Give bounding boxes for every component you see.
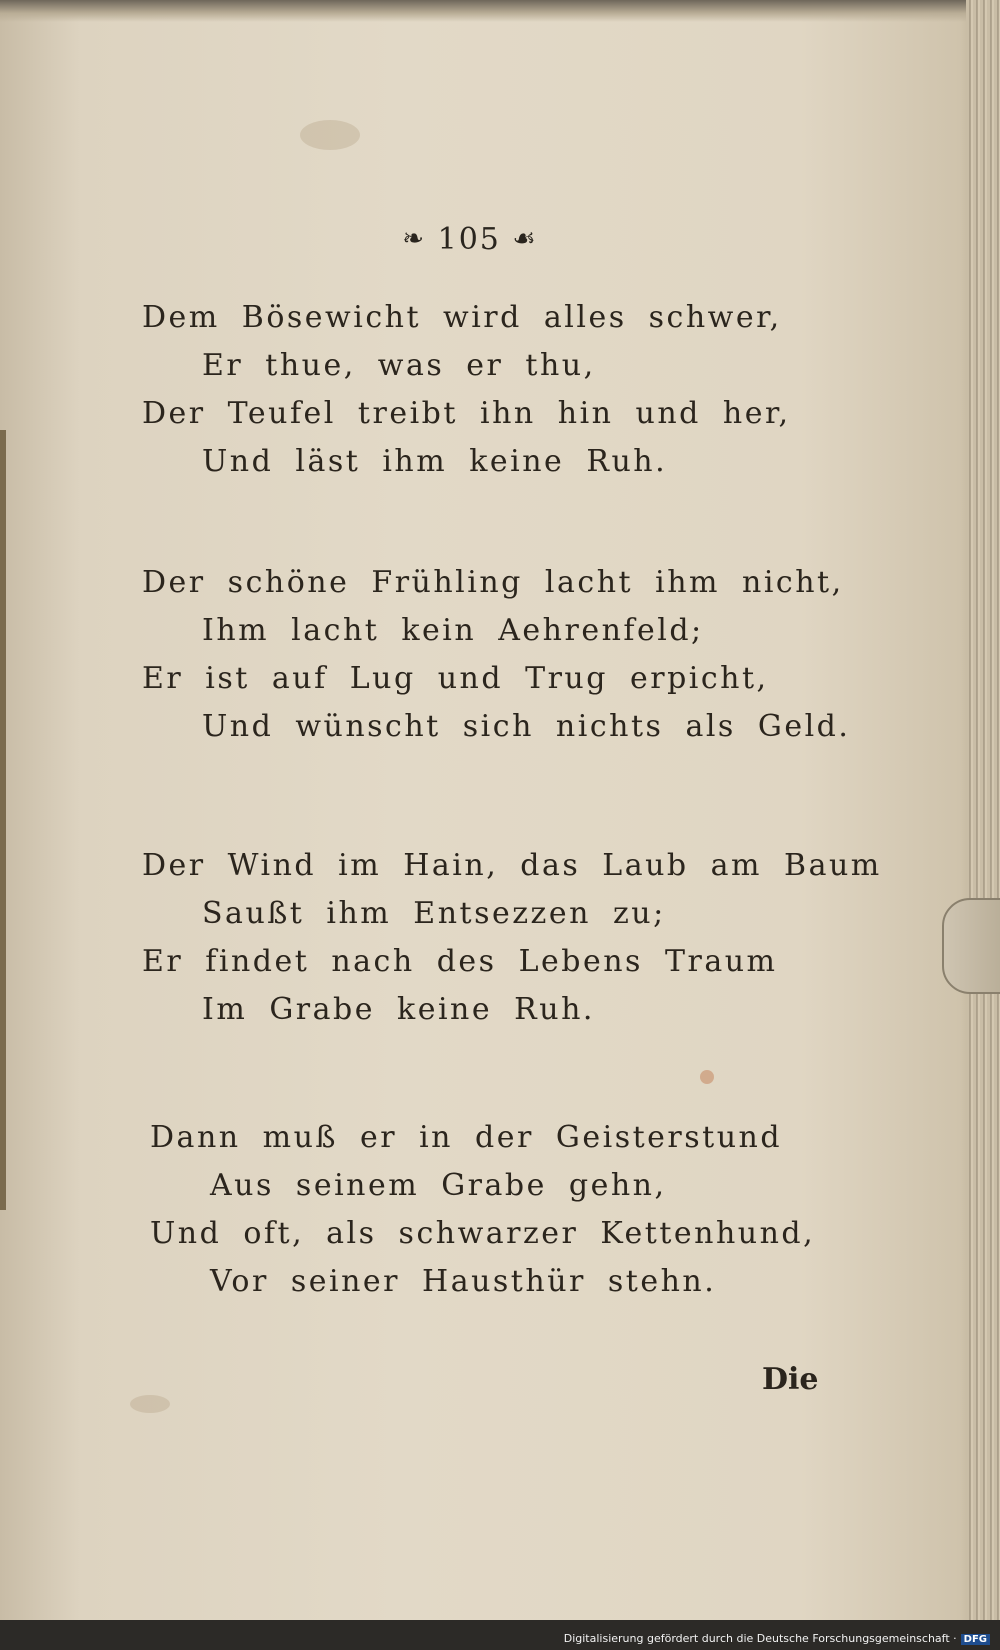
poem-line: Saußt ihm Entsezzen zu; — [202, 896, 666, 931]
dfg-logo-icon: DFG — [961, 1634, 990, 1645]
poem-line: Im Grabe keine Ruh. — [202, 992, 595, 1027]
poem-line: Aus seinem Grabe gehn, — [210, 1168, 667, 1203]
catchword: Die — [762, 1362, 819, 1397]
poem-line: Dann muß er in der Geisterstund — [150, 1120, 783, 1155]
poem-line: Und läst ihm keine Ruh. — [202, 444, 668, 479]
credit-text: Digitalisierung gefördert durch die Deutsche Forschungsgemeinschaft · — [563, 1632, 957, 1645]
ornament-left-icon: ❧ — [402, 224, 427, 254]
digitization-credit — [564, 1632, 990, 1645]
poem-line: Er findet nach des Lebens Traum — [142, 944, 778, 979]
poem-line: Und wünscht sich nichts als Geld. — [202, 709, 851, 744]
poem-line: Er ist auf Lug und Trug erpicht, — [142, 661, 769, 696]
poem-line: Und oft, als schwarzer Kettenhund, — [150, 1216, 816, 1251]
poem-line: Der Teufel treibt ihn hin und her, — [142, 396, 791, 431]
poem-line: Der Wind im Hain, das Laub am Baum — [142, 848, 882, 883]
page-number: 105 — [437, 222, 501, 257]
poem-line: Ihm lacht kein Aehrenfeld; — [202, 613, 704, 648]
poem-line: Dem Bösewicht wird alles schwer, — [142, 300, 782, 335]
poem-line: Er thue, was er thu, — [202, 348, 596, 383]
ornament-right-icon: ☙ — [512, 224, 538, 254]
poem-line: Der schöne Frühling lacht ihm nicht, — [142, 565, 844, 600]
poem-line: Vor seiner Hausthür stehn. — [210, 1264, 717, 1299]
